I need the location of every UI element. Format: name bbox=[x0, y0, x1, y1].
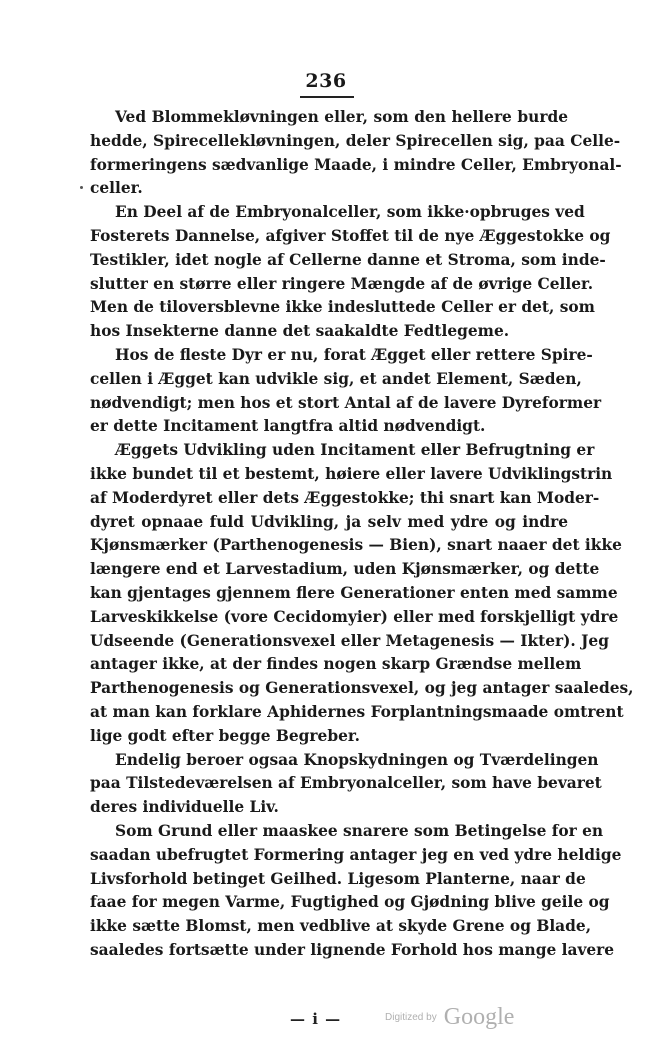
text-line: Livsforhold betinget Geilhed. Ligesom Planterne, naar de bbox=[90, 869, 586, 888]
text-line: formeringens sædvanlige Maade, i mindre Celler, Embryonal- bbox=[90, 155, 622, 174]
paragraph bbox=[90, 749, 602, 820]
digitized-by-text: Digitized by bbox=[385, 1012, 437, 1023]
text-line: antager ikke, at der findes nogen skarp Grændse mellem bbox=[90, 655, 582, 674]
text-line: saaledes fortsætte under lignende Forhold hos mange lavere bbox=[90, 940, 615, 959]
text-line: af Moderdyret eller dets Æggestokke; thi snart kan Moder- bbox=[90, 488, 600, 507]
google-watermark bbox=[385, 1004, 514, 1031]
stray-ink-mark bbox=[80, 186, 83, 189]
paragraph bbox=[90, 201, 611, 344]
text-line: Kjønsmærker (Parthenogenesis — Bien), snart naaer det ikke bbox=[90, 536, 622, 555]
text-line: hos Insekterne danne det saakaldte Fedtlegeme. bbox=[90, 322, 510, 341]
text-line: saadan ubefrugtet Formering antager jeg en ved ydre heldige bbox=[90, 845, 622, 864]
text-line: Fosterets Dannelse, afgiver Stoffet til de nye Æggestokke og bbox=[90, 226, 611, 245]
text-line: slutter en større eller ringere Mængde af de øvrige Celler. bbox=[90, 274, 594, 293]
paragraph bbox=[90, 344, 602, 439]
text-line: Hos de fleste Dyr er nu, forat Ægget eller rettere Spire- bbox=[115, 345, 593, 364]
text-line: Som Grund eller maaskee snarere som Betingelse for en bbox=[115, 821, 604, 840]
paragraph bbox=[90, 820, 622, 963]
text-line: Ved Blommekløvningen eller, som den hellere burde bbox=[115, 108, 568, 126]
text-line: ikke bundet til et bestemt, høiere eller lavere Udviklingstrin bbox=[90, 464, 613, 483]
text-body bbox=[90, 106, 634, 963]
text-line: deres individuelle Liv. bbox=[90, 798, 279, 817]
text-line: Udseende (Generationsvexel eller Metagenesis — Ikter). Jeg bbox=[90, 631, 609, 650]
text-line: Endelig beroer ogsaa Knopskydningen og Tværdelingen bbox=[115, 750, 599, 769]
footer-folio: — i — bbox=[290, 1010, 342, 1028]
text-line: Æggets Udvikling uden Incitament eller Befrugtning er bbox=[115, 441, 595, 460]
text-line: at man kan forklare Aphidernes Forplantningsmaade omtrent bbox=[90, 702, 624, 721]
page-number: 236 bbox=[305, 70, 347, 92]
text-line: faae for megen Varme, Fugtighed og Gjødning blive geile og bbox=[90, 893, 610, 912]
text-line: kan gjentages gjennem flere Generationer enten med samme bbox=[90, 583, 618, 602]
text-line: lige godt efter begge Begreber. bbox=[90, 726, 360, 745]
text-line: cellen i Ægget kan udvikle sig, et andet Element, Sæden, bbox=[90, 369, 582, 388]
text-line: ikke sætte Blomst, men vedblive at skyde Grene og Blade, bbox=[90, 917, 592, 936]
text-line: paa Tilstedeværelsen af Embryonalceller, som have bevaret bbox=[90, 774, 602, 793]
page-number-rule bbox=[300, 96, 354, 98]
text-line: længere end et Larvestadium, uden Kjønsmærker, og dette bbox=[90, 560, 600, 579]
text-line: Larveskikkelse (vore Cecidomyier) eller med forskjelligt ydre bbox=[90, 607, 619, 626]
text-line: En Deel af de Embryonalceller, som ikke·opbruges ved bbox=[115, 203, 585, 222]
paragraph bbox=[90, 439, 634, 748]
text-line: dyret opnaae fuld Udvikling, ja selv med ydre og indre bbox=[90, 512, 568, 531]
google-logo: Google bbox=[443, 1004, 515, 1030]
paragraph bbox=[90, 106, 622, 201]
text-line: nødvendigt; men hos et stort Antal af de lavere Dyreformer bbox=[90, 393, 602, 412]
text-line: celler. bbox=[90, 179, 143, 198]
text-line: Testikler, idet nogle af Cellerne danne et Stroma, som inde- bbox=[90, 250, 606, 269]
text-line: er dette Incitament langtfra altid nødvendigt. bbox=[90, 417, 486, 436]
text-line: Men de tiloversblevne ikke indesluttede Celler er det, som bbox=[90, 298, 595, 317]
text-line: hedde, Spirecellekløvningen, deler Spirecellen sig, paa Celle- bbox=[90, 131, 621, 150]
text-line: Parthenogenesis og Generationsvexel, og jeg antager saaledes, bbox=[90, 679, 634, 698]
